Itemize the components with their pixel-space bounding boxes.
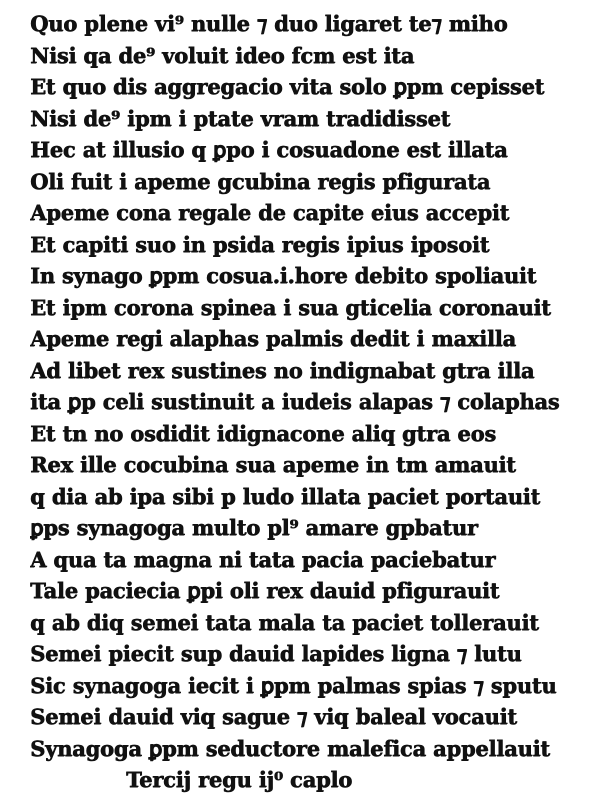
text-line: Oli fuit i apeme gcubina regis pfigurata bbox=[30, 168, 491, 194]
text-line: Quo plene vi⁹ nulle ⁊ duo ligaret te⁊ miho bbox=[30, 11, 508, 36]
text-line: A qua ta magna ni tata pacia paciebatur bbox=[30, 546, 496, 572]
text-line: Semei piecit sup dauid lapides ligna ⁊ lutu bbox=[30, 641, 522, 666]
text-line: q dia ab ipa sibi p ludo illata paciet portauit bbox=[30, 483, 540, 509]
text-line: ita ꝑp celi sustinuit a iudeis alapas ⁊ colaphas bbox=[30, 389, 560, 414]
text-line: Ad libet rex sustines no indignabat gtra illa bbox=[30, 357, 535, 383]
text-line: Et tn no osdidit idignacone aliq gtra eos bbox=[30, 420, 496, 446]
text-line: Nisi de⁹ ipm i ptate vram tradidisset bbox=[30, 105, 451, 131]
text-line: Rex ille cocubina sua apeme in tm amauit bbox=[30, 452, 516, 477]
text-line: Et capiti suo in psida regis ipius iposoit bbox=[30, 231, 490, 257]
text-line: In synago ꝑpm cosua.i.hore debito spoliauit bbox=[30, 263, 537, 288]
text-line: Synagoga ꝑpm seductore malefica appellauit bbox=[30, 735, 550, 761]
text-line: Tale paciecia ꝑpi oli rex dauid pfigurauit bbox=[30, 578, 500, 603]
text-line: Apeme regi alaphas palmis dedit i maxilla bbox=[30, 326, 516, 351]
text-line: Apeme cona regale de capite eius accepit bbox=[30, 200, 509, 225]
text-line: Et quo dis aggregacio vita solo ꝑpm cepisset bbox=[30, 74, 545, 99]
text-line: Semei dauid viq sague ⁊ viq baleal vocauit bbox=[30, 704, 517, 729]
text-line: Nisi qa de⁹ voluit ideo fcm est ita bbox=[30, 42, 415, 68]
text-line: Sic synagoga iecit i ꝑpm palmas spias ⁊ sputu bbox=[30, 672, 557, 698]
text-line: Et ipm corona spinea i sua gticelia coronauit bbox=[30, 294, 551, 320]
text-line: q ab diq semei tata mala ta paciet tollerauit bbox=[30, 609, 539, 635]
text-line: Hec at illusio q ꝑpo i cosuadone est illata bbox=[30, 137, 508, 162]
text-line: ꝑps synagoga multo pl⁹ amare gpbatur bbox=[30, 515, 478, 540]
blackletter-text-block bbox=[30, 8, 580, 796]
chapter-reference-line: Tercij regu ij⁰ caplo bbox=[126, 767, 352, 792]
